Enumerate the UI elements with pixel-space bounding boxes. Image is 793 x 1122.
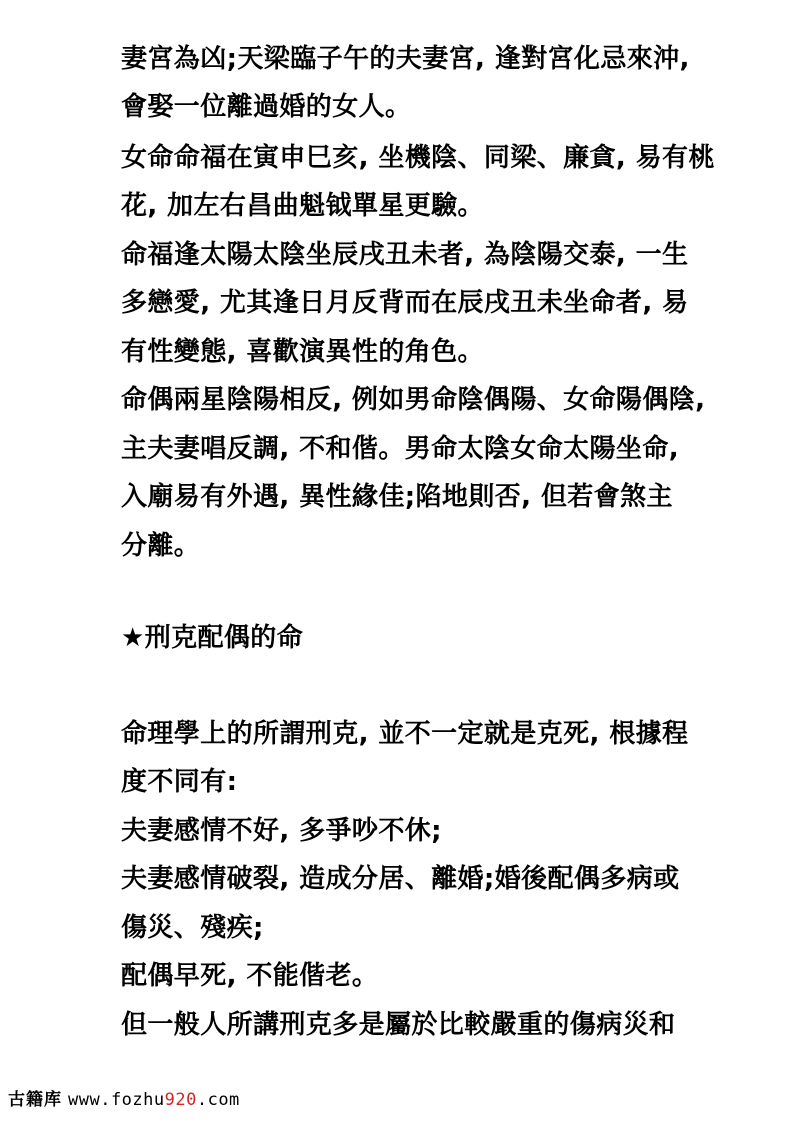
- text-line: 花, 加左右昌曲魁钺單星更驗。: [121, 191, 484, 221]
- text-line: 夫妻感情不好, 多爭吵不休;: [121, 816, 442, 846]
- text-line: 入廟易有外遇, 異性緣佳;陷地則否, 但若會煞主: [121, 482, 673, 512]
- text-line: 主夫妻唱反調, 不和偕。男命太陰女命太陽坐命,: [121, 434, 680, 464]
- text-line: 分離。: [121, 531, 201, 561]
- watermark-footer: [8, 1088, 240, 1112]
- section-heading: ★刑克配偶的命: [121, 623, 304, 653]
- url-prefix: www.fozhu: [68, 1090, 165, 1110]
- text-line: 妻宮為凶;天梁臨子午的夫妻宮, 逢對宮化忌來沖,: [121, 44, 690, 74]
- text-line: 有性變態, 喜歡演異性的角色。: [121, 337, 484, 367]
- text-line: 女命命福在寅申巳亥, 坐機陰、同梁、廉貪, 易有桃: [121, 143, 715, 173]
- text-line: 配偶早死, 不能偕老。: [121, 961, 379, 991]
- text-line: 會娶一位離過婚的女人。: [121, 92, 412, 122]
- url-number: 920: [164, 1090, 197, 1110]
- site-url[interactable]: [68, 1090, 240, 1110]
- text-line: 夫妻感情破裂, 造成分居、離婚;婚後配偶多病或: [121, 864, 680, 894]
- text-line: 多戀愛, 尤其逢日月反背而在辰戌丑未坐命者, 易: [121, 288, 689, 318]
- text-line: 命理學上的所謂刑克, 並不一定就是克死, 根據程: [121, 719, 689, 749]
- text-line: 度不同有:: [121, 767, 238, 797]
- text-line: 但一般人所講刑克多是屬於比較嚴重的傷病災和: [121, 1010, 676, 1040]
- text-line: 傷災、殘疾;: [121, 913, 264, 943]
- text-line: 命福逢太陽太陰坐辰戌丑未者, 為陰陽交泰, 一生: [121, 240, 689, 270]
- text-line: 命偶兩星陰陽相反, 例如男命陰偶陽、女命陽偶陰,: [121, 385, 706, 415]
- url-suffix: .com: [196, 1090, 240, 1110]
- site-brand: 古籍库: [8, 1090, 62, 1110]
